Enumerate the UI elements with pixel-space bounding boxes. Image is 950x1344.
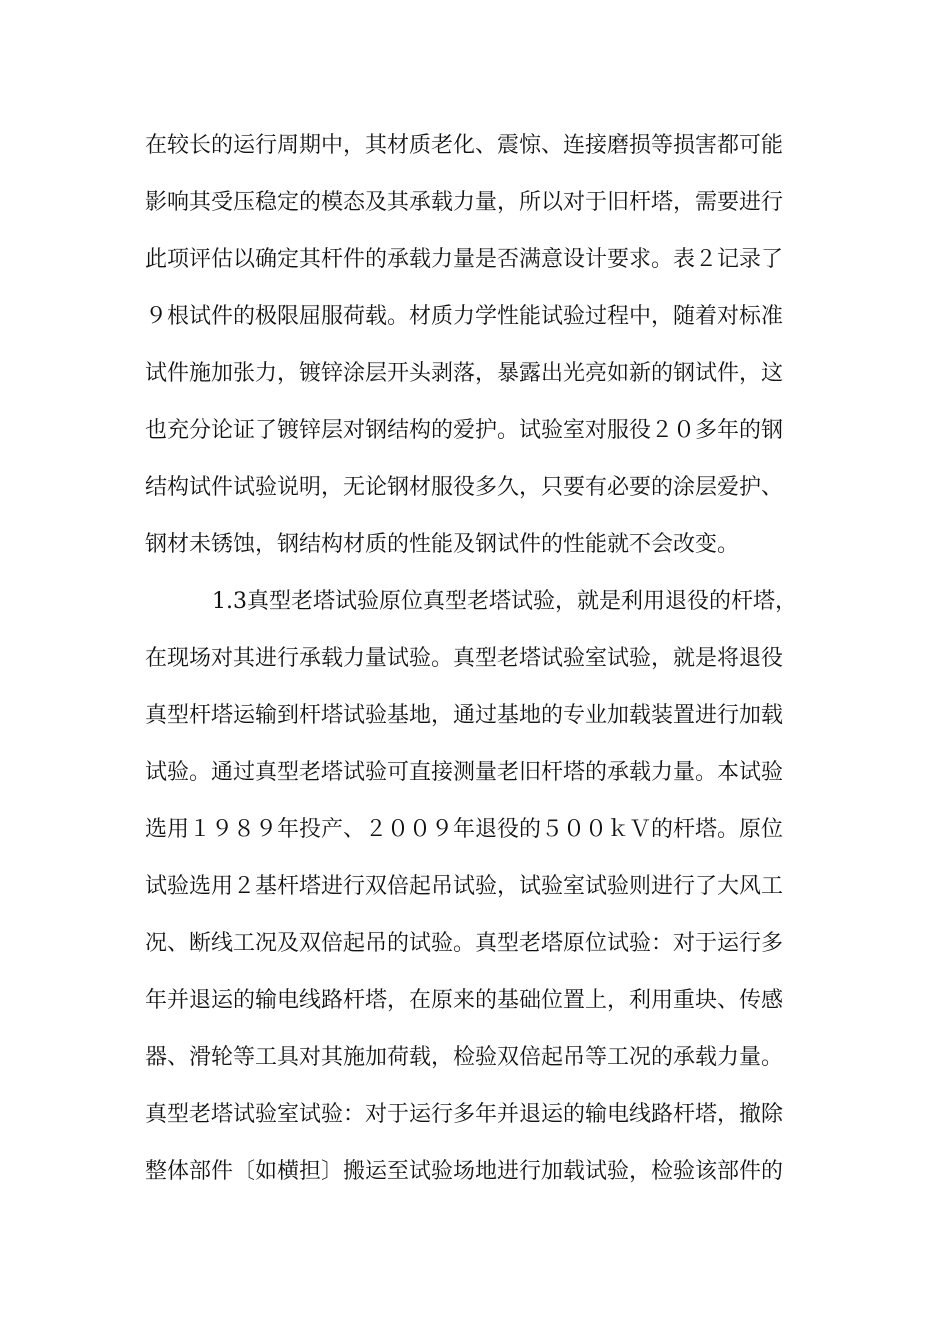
body-text [145, 131, 810, 1214]
text-line: 在较长的运行周期中，其材质老化、震惊、连接磨损等损害都可能 [145, 133, 784, 158]
text-line: 选用１９８９年投产、２００９年退役的５００ｋＶ的杆塔。原位 [145, 817, 784, 842]
text-line: 真型老塔试验室试验：对于运行多年并退运的输电线路杆塔，撤除 [145, 1102, 784, 1127]
section-heading-line: 1.3真型老塔试验原位真型老塔试验，就是利用退役的杆塔， [212, 589, 797, 614]
text-line: 真型杆塔运输到杆塔试验基地，通过基地的专业加载装置进行加载 [145, 703, 784, 728]
text-line: 试验。通过真型老塔试验可直接测量老旧杆塔的承载力量。本试验 [145, 760, 784, 785]
text-line: 试验选用２基杆塔进行双倍起吊试验，试验室试验则进行了大风工 [145, 874, 784, 899]
text-line: 况、断线工况及双倍起吊的试验。真型老塔原位试验：对于运行多 [145, 931, 784, 956]
text-line: 结构试件试验说明，无论钢材服役多久，只要有必要的涂层爱护、 [145, 475, 784, 500]
text-line: 也充分论证了镀锌层对钢结构的爱护。试验室对服役２０多年的钢 [145, 418, 784, 443]
text-line: 影响其受压稳定的模态及其承载力量，所以对于旧杆塔，需要进行 [145, 190, 784, 215]
text-line: 试件施加张力，镀锌涂层开头剥落，暴露出光亮如新的钢试件，这 [145, 361, 784, 386]
text-line: 整体部件〔如横担〕搬运至试验场地进行加载试验，检验该部件的 [145, 1159, 784, 1184]
text-line: 此项评估以确定其杆件的承载力量是否满意设计要求。表２记录了 [145, 247, 784, 272]
text-line: 钢材未锈蚀，钢结构材质的性能及钢试件的性能就不会改变。 [145, 532, 740, 557]
text-line: 年并退运的输电线路杆塔，在原来的基础位置上，利用重块、传感 [145, 988, 784, 1013]
text-line: 器、滑轮等工具对其施加荷载，检验双倍起吊等工况的承载力量。 [145, 1045, 784, 1070]
text-line: ９根试件的极限屈服荷载。材质力学性能试验过程中，随着对标准 [145, 304, 784, 329]
text-line: 在现场对其进行承载力量试验。真型老塔试验室试验，就是将退役 [145, 646, 784, 671]
